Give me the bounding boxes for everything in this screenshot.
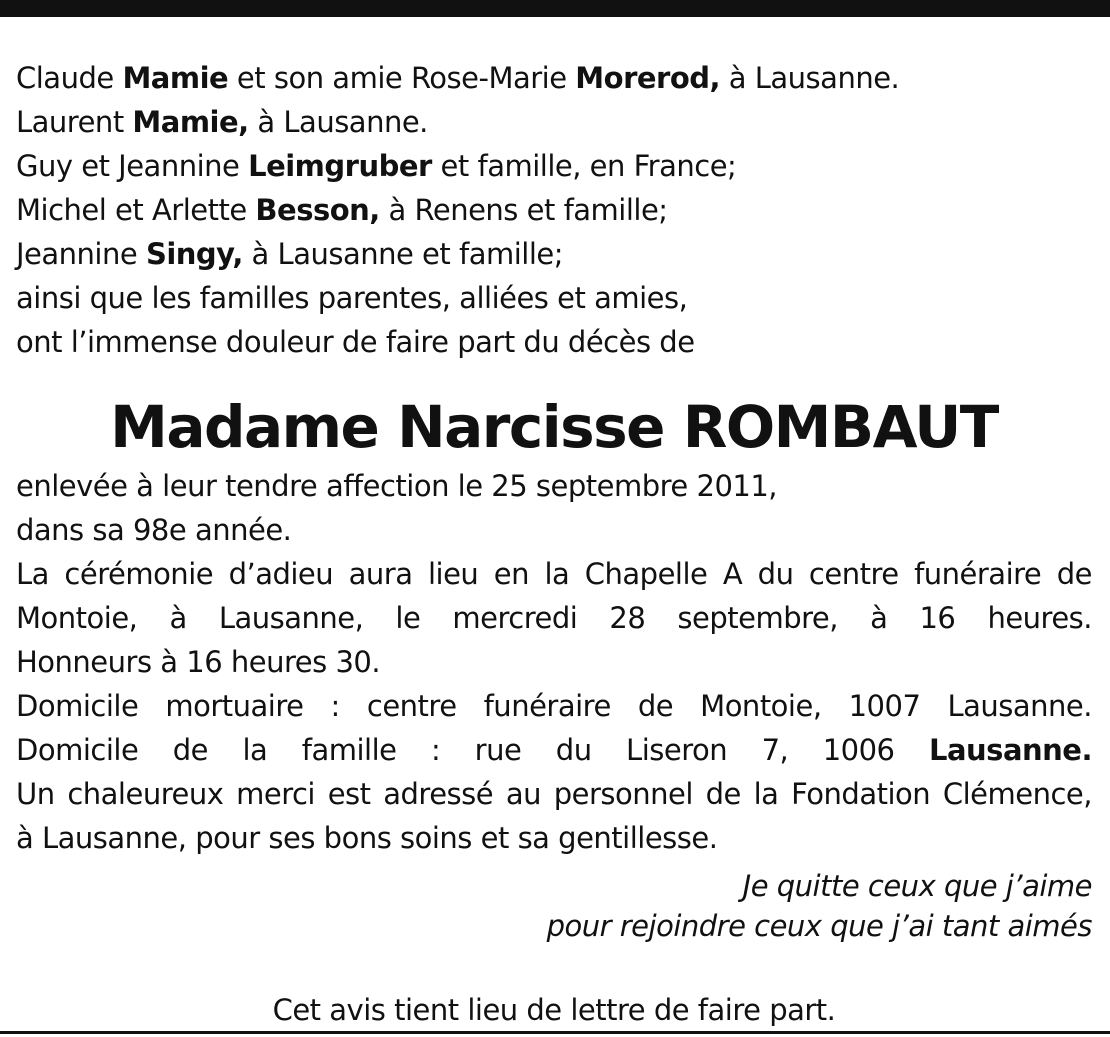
mourner-surname: Mamie, [132,105,249,139]
ceremony-line: La cérémonie d’adieu aura lieu en la Chapelle A du centre funéraire de [16,557,1092,591]
mourner-line [16,188,1092,232]
mourner-line [16,100,1092,144]
mourner-surname: Besson, [255,193,380,227]
mourner-text: à Lausanne. [720,61,900,95]
mourner-surname: Mamie [122,61,229,95]
intro-line: ainsi que les familles parentes, alliées et amies, [16,281,688,315]
mourner-text: Claude [16,61,123,95]
top-rule [0,0,1110,17]
intro-line: ont l’immense douleur de faire part du décès de [16,325,695,359]
mourner-text: à Lausanne et famille; [242,237,564,271]
mourner-surname: Singy, [145,237,243,271]
mourner-text: Laurent [16,105,133,139]
thanks-line: à Lausanne, pour ses bons soins et sa gentillesse. [16,821,718,855]
mourner-text: Jeannine [16,237,146,271]
mourner-surname: Morerod, [575,61,721,95]
domicile-mortuaire: Domicile mortuaire : centre funéraire de Montoie, 1007 Lausanne. [16,689,1092,723]
ceremony-line: Montoie, à Lausanne, le mercredi 28 septembre, à 16 heures. [16,601,1092,635]
ceremony-line: Honneurs à 16 heures 30. [16,645,381,679]
verse-line: Je quitte ceux que j’aime [742,869,1092,903]
bottom-rule [0,1031,1110,1034]
detail-line: dans sa 98e année. [16,513,292,547]
mourner-line [16,144,1092,188]
domicile-famille-text: Domicile de la famille : rue du Liseron 7, 1006 [16,733,895,767]
closing-note: Cet avis tient lieu de lettre de faire part. [272,993,836,1027]
mourner-text: Michel et Arlette [16,193,256,227]
mourner-text: et son amie Rose-Marie [228,61,576,95]
mourner-text: à Renens et famille; [379,193,668,227]
mourner-line [16,56,1092,100]
deceased-name: Madame Narcisse ROMBAUT [110,393,998,461]
mourner-line [16,232,1092,276]
detail-line: enlevée à leur tendre affection le 25 septembre 2011, [16,469,778,503]
domicile-famille-city: Lausanne. [928,733,1092,767]
mourner-text: et famille, en France; [431,149,737,183]
verse-line: pour rejoindre ceux que j’ai tant aimés [546,909,1092,943]
thanks-line: Un chaleureux merci est adressé au personnel de la Fondation Clémence, [16,777,1092,811]
obituary-notice [16,56,1092,1032]
mourner-text: à Lausanne. [248,105,428,139]
mourner-surname: Leimgruber [248,149,432,183]
mourner-text: Guy et Jeannine [16,149,249,183]
domicile-famille [16,728,1092,772]
